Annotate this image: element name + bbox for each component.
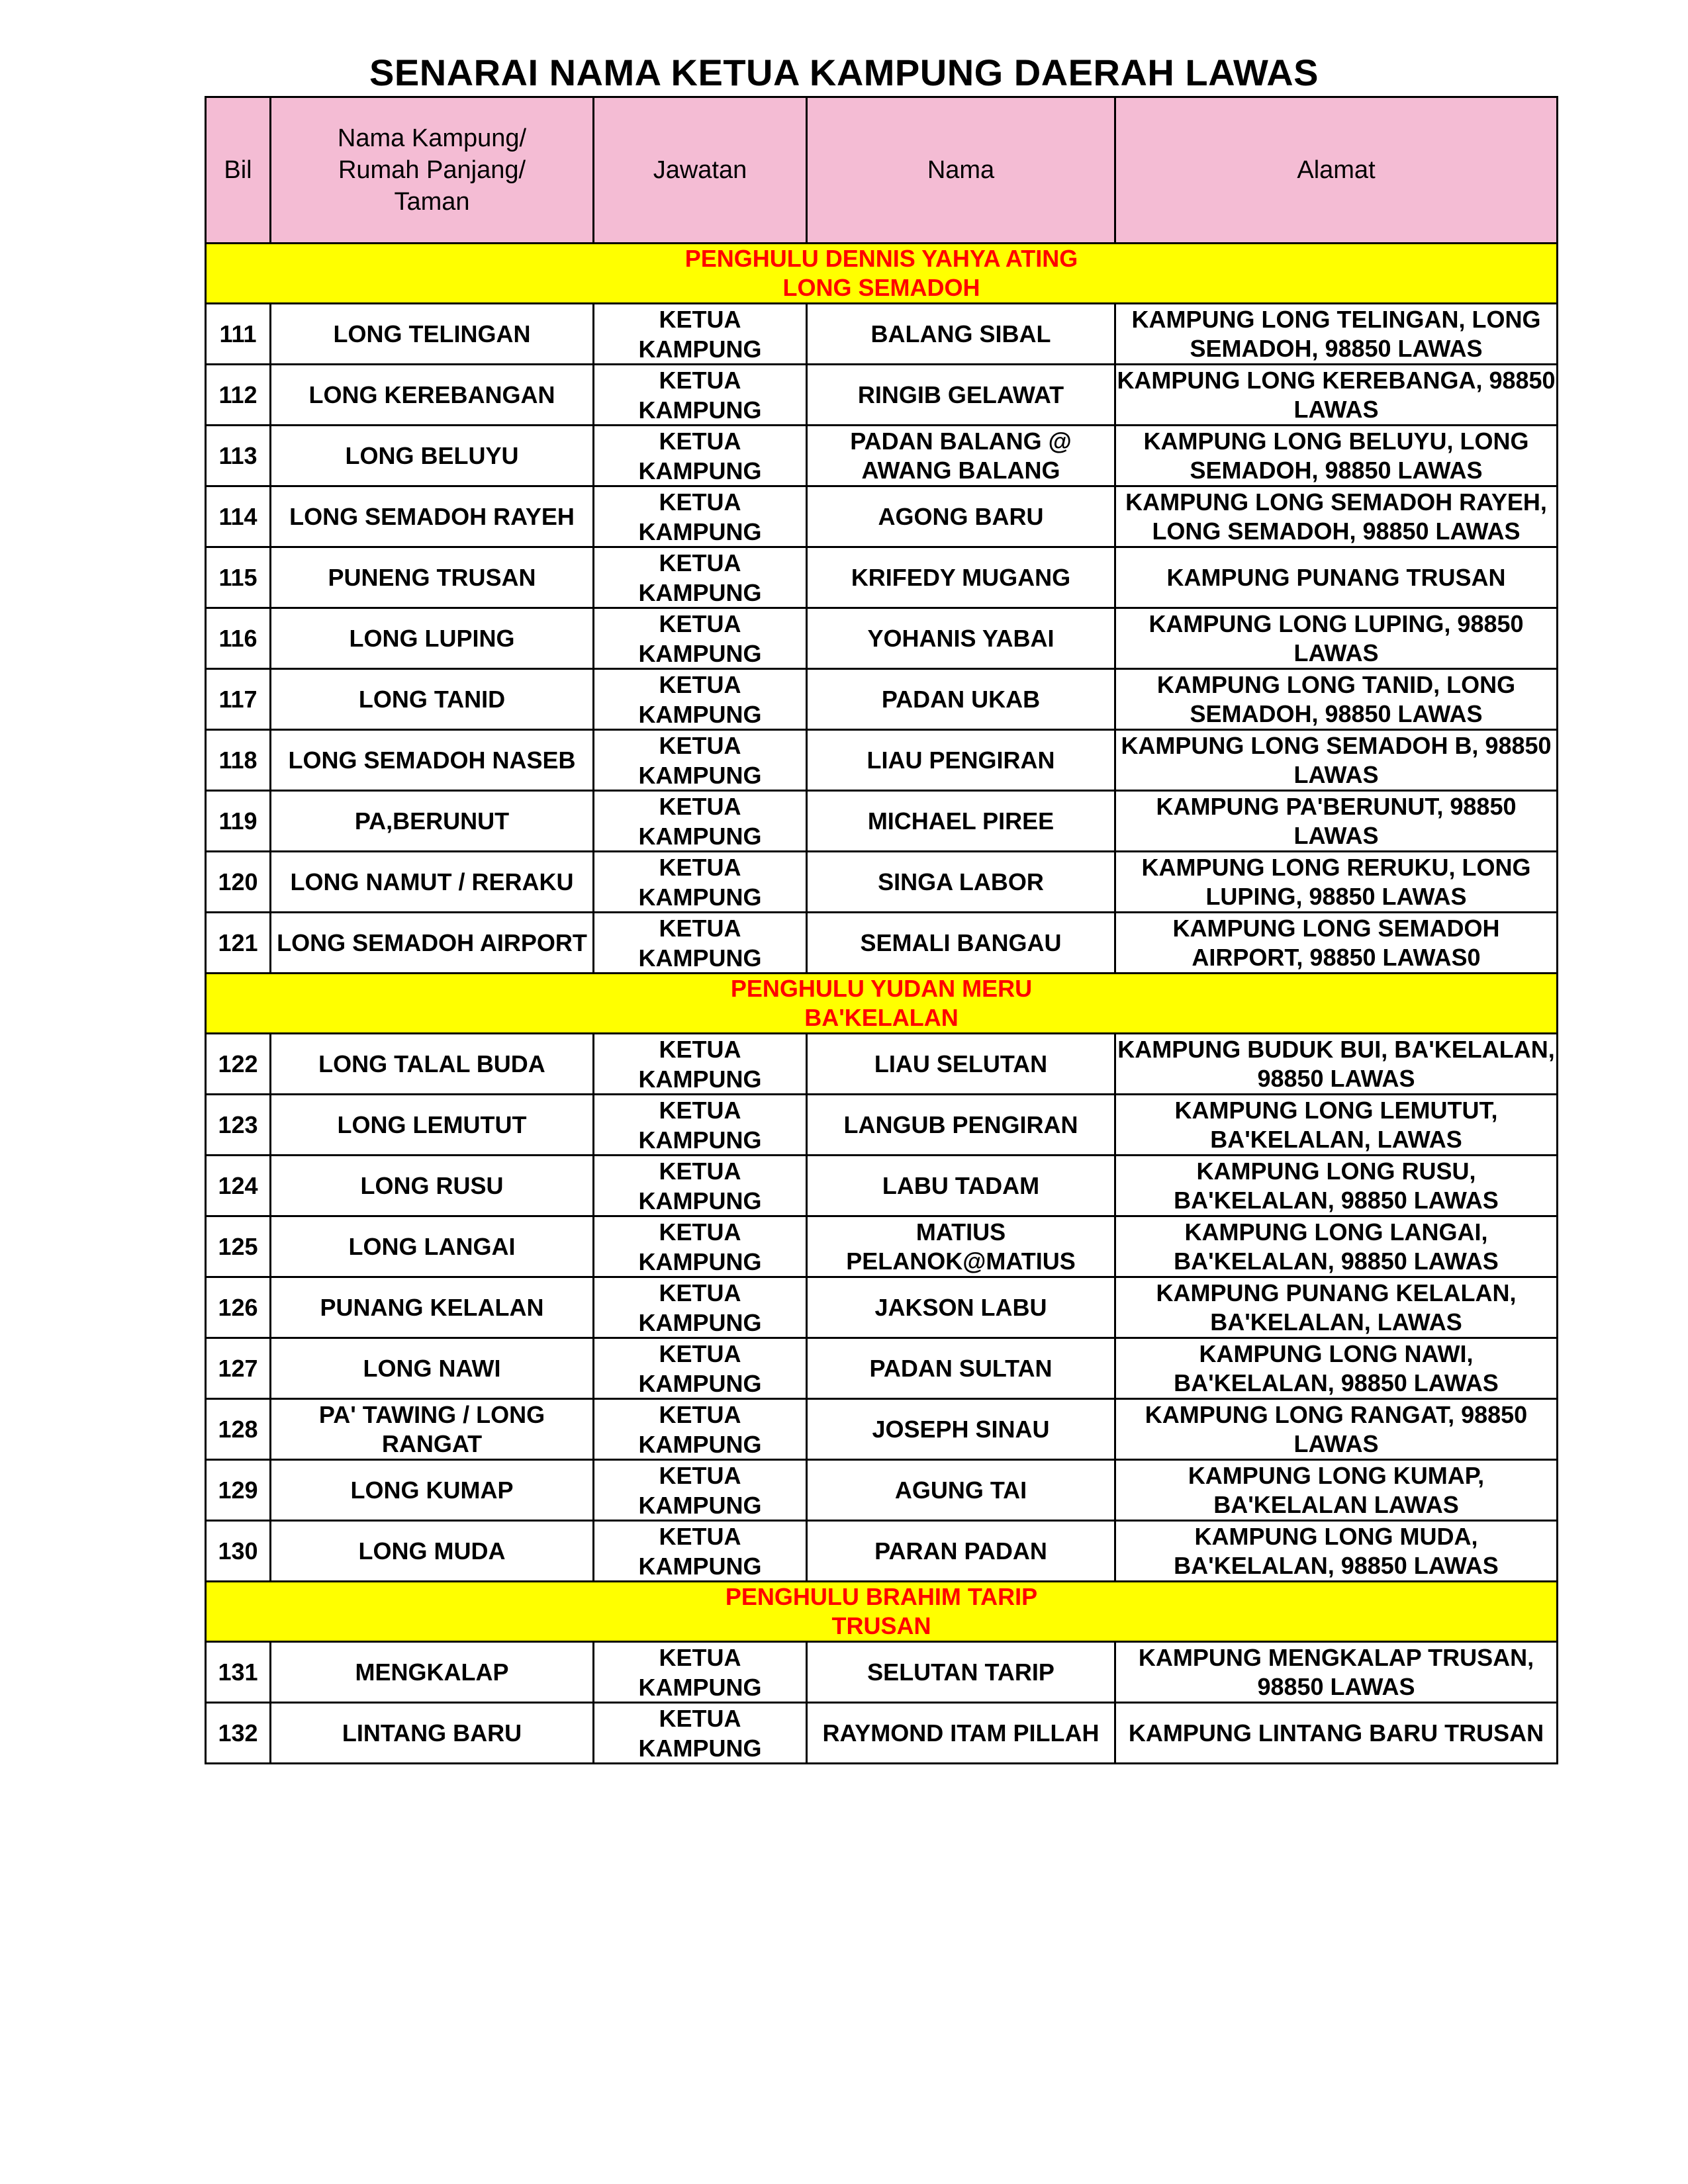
cell-alamat: KAMPUNG LONG SEMADOH AIRPORT, 98850 LAWAS0 xyxy=(1115,913,1558,974)
table-row xyxy=(206,365,1558,426)
cell-jawatan: KETUA KAMPUNG xyxy=(594,1095,807,1156)
table-row xyxy=(206,1156,1558,1216)
table-body xyxy=(206,244,1558,1764)
cell-jawatan: KETUA KAMPUNG xyxy=(594,1399,807,1460)
cell-nama-kampung: LONG RUSU xyxy=(271,1156,594,1216)
cell-nama-kampung: LONG SEMADOH NASEB xyxy=(271,730,594,791)
cell-alamat: KAMPUNG MENGKALAP TRUSAN, 98850 LAWAS xyxy=(1115,1642,1558,1703)
section-header-row xyxy=(206,974,1558,1034)
cell-nama: LIAU PENGIRAN xyxy=(807,730,1115,791)
cell-nama-kampung: LONG LUPING xyxy=(271,608,594,669)
cell-alamat: KAMPUNG LONG KUMAP, BA'KELALAN LAWAS xyxy=(1115,1460,1558,1521)
table-row xyxy=(206,1521,1558,1582)
cell-nama: MATIUS PELANOK@MATIUS xyxy=(807,1216,1115,1277)
cell-alamat: KAMPUNG LONG BELUYU, LONG SEMADOH, 98850 LAWAS xyxy=(1115,426,1558,486)
section-heading xyxy=(206,974,1558,1034)
cell-bil: 112 xyxy=(206,365,271,426)
cell-bil: 113 xyxy=(206,426,271,486)
cell-nama-kampung: PUNENG TRUSAN xyxy=(271,547,594,608)
cell-bil: 129 xyxy=(206,1460,271,1521)
cell-jawatan: KETUA KAMPUNG xyxy=(594,1277,807,1338)
cell-bil: 124 xyxy=(206,1156,271,1216)
cell-nama: SINGA LABOR xyxy=(807,852,1115,913)
cell-jawatan: KETUA KAMPUNG xyxy=(594,426,807,486)
cell-alamat: KAMPUNG LONG TANID, LONG SEMADOH, 98850 LAWAS xyxy=(1115,669,1558,730)
table-row xyxy=(206,547,1558,608)
cell-jawatan: KETUA KAMPUNG xyxy=(594,547,807,608)
table-row xyxy=(206,1338,1558,1399)
table-row xyxy=(206,426,1558,486)
page-title: SENARAI NAMA KETUA KAMPUNG DAERAH LAWAS xyxy=(369,52,1319,93)
table-row xyxy=(206,1277,1558,1338)
cell-alamat: KAMPUNG LONG TELINGAN, LONG SEMADOH, 98850 LAWAS xyxy=(1115,304,1558,365)
cell-jawatan: KETUA KAMPUNG xyxy=(594,365,807,426)
cell-jawatan: KETUA KAMPUNG xyxy=(594,1460,807,1521)
table-row xyxy=(206,1399,1558,1460)
cell-bil: 127 xyxy=(206,1338,271,1399)
cell-jawatan: KETUA KAMPUNG xyxy=(594,1216,807,1277)
cell-nama-kampung: PA,BERUNUT xyxy=(271,791,594,852)
cell-nama-kampung: LONG SEMADOH AIRPORT xyxy=(271,913,594,974)
cell-nama-kampung: LONG NAWI xyxy=(271,1338,594,1399)
cell-alamat: KAMPUNG PUNANG TRUSAN xyxy=(1115,547,1558,608)
cell-jawatan: KETUA KAMPUNG xyxy=(594,1703,807,1764)
section-heading-line2: LONG SEMADOH xyxy=(782,274,980,301)
cell-bil: 121 xyxy=(206,913,271,974)
cell-nama-kampung: LONG SEMADOH RAYEH xyxy=(271,486,594,547)
section-heading-line1: PENGHULU YUDAN MERU xyxy=(730,975,1033,1002)
cell-nama: AGONG BARU xyxy=(807,486,1115,547)
cell-nama: SEMALI BANGAU xyxy=(807,913,1115,974)
section-header-row xyxy=(206,244,1558,304)
cell-alamat: KAMPUNG LONG KEREBANGA, 98850 LAWAS xyxy=(1115,365,1558,426)
cell-bil: 115 xyxy=(206,547,271,608)
cell-alamat: KAMPUNG LINTANG BARU TRUSAN xyxy=(1115,1703,1558,1764)
cell-alamat: KAMPUNG LONG LANGAI, BA'KELALAN, 98850 LAWAS xyxy=(1115,1216,1558,1277)
cell-bil: 119 xyxy=(206,791,271,852)
cell-jawatan: KETUA KAMPUNG xyxy=(594,1034,807,1095)
section-heading xyxy=(206,1582,1558,1642)
header-bil: Bil xyxy=(206,97,271,244)
header-row xyxy=(206,97,1558,244)
cell-nama-kampung: LONG TALAL BUDA xyxy=(271,1034,594,1095)
table-row xyxy=(206,486,1558,547)
cell-bil: 122 xyxy=(206,1034,271,1095)
cell-jawatan: KETUA KAMPUNG xyxy=(594,1642,807,1703)
cell-alamat: KAMPUNG LONG RUSU, BA'KELALAN, 98850 LAWAS xyxy=(1115,1156,1558,1216)
cell-nama-kampung: LONG NAMUT / RERAKU xyxy=(271,852,594,913)
cell-bil: 131 xyxy=(206,1642,271,1703)
cell-bil: 120 xyxy=(206,852,271,913)
header-alamat: Alamat xyxy=(1115,97,1558,244)
cell-nama-kampung: LONG LANGAI xyxy=(271,1216,594,1277)
cell-jawatan: KETUA KAMPUNG xyxy=(594,608,807,669)
cell-alamat: KAMPUNG LONG MUDA, BA'KELALAN, 98850 LAWAS xyxy=(1115,1521,1558,1582)
section-heading-line1: PENGHULU BRAHIM TARIP xyxy=(725,1583,1038,1610)
cell-alamat: KAMPUNG LONG LEMUTUT, BA'KELALAN, LAWAS xyxy=(1115,1095,1558,1156)
cell-nama-kampung: LONG TELINGAN xyxy=(271,304,594,365)
cell-nama: PADAN UKAB xyxy=(807,669,1115,730)
cell-bil: 128 xyxy=(206,1399,271,1460)
header-nama-kampung: Nama Kampung/ Rumah Panjang/ Taman xyxy=(271,97,594,244)
cell-bil: 116 xyxy=(206,608,271,669)
cell-alamat: KAMPUNG LONG SEMADOH B, 98850 LAWAS xyxy=(1115,730,1558,791)
table-row xyxy=(206,913,1558,974)
cell-nama-kampung: LONG KUMAP xyxy=(271,1460,594,1521)
cell-nama: SELUTAN TARIP xyxy=(807,1642,1115,1703)
cell-jawatan: KETUA KAMPUNG xyxy=(594,1521,807,1582)
table-row xyxy=(206,1095,1558,1156)
cell-alamat: KAMPUNG LONG SEMADOH RAYEH, LONG SEMADOH, 98850 LAWAS xyxy=(1115,486,1558,547)
cell-jawatan: KETUA KAMPUNG xyxy=(594,1156,807,1216)
table-row xyxy=(206,852,1558,913)
cell-jawatan: KETUA KAMPUNG xyxy=(594,1338,807,1399)
cell-nama: BALANG SIBAL xyxy=(807,304,1115,365)
cell-nama: JOSEPH SINAU xyxy=(807,1399,1115,1460)
cell-bil: 132 xyxy=(206,1703,271,1764)
table-row xyxy=(206,1703,1558,1764)
cell-bil: 123 xyxy=(206,1095,271,1156)
table-row xyxy=(206,791,1558,852)
cell-jawatan: KETUA KAMPUNG xyxy=(594,486,807,547)
cell-jawatan: KETUA KAMPUNG xyxy=(594,791,807,852)
section-heading xyxy=(206,244,1558,304)
cell-nama: LANGUB PENGIRAN xyxy=(807,1095,1115,1156)
cell-nama-kampung: LONG MUDA xyxy=(271,1521,594,1582)
cell-jawatan: KETUA KAMPUNG xyxy=(594,730,807,791)
cell-nama-kampung: LONG KEREBANGAN xyxy=(271,365,594,426)
section-heading-line2: BA'KELALAN xyxy=(804,1004,959,1031)
cell-alamat: KAMPUNG BUDUK BUI, BA'KELALAN, 98850 LAWAS xyxy=(1115,1034,1558,1095)
table-row xyxy=(206,1216,1558,1277)
ketua-kampung-table xyxy=(205,96,1558,1764)
cell-nama: JAKSON LABU xyxy=(807,1277,1115,1338)
cell-nama-kampung: PA' TAWING / LONG RANGAT xyxy=(271,1399,594,1460)
cell-nama: RINGIB GELAWAT xyxy=(807,365,1115,426)
cell-nama: PADAN SULTAN xyxy=(807,1338,1115,1399)
section-heading-line2: TRUSAN xyxy=(831,1612,931,1639)
cell-nama: KRIFEDY MUGANG xyxy=(807,547,1115,608)
cell-nama-kampung: LONG LEMUTUT xyxy=(271,1095,594,1156)
cell-jawatan: KETUA KAMPUNG xyxy=(594,852,807,913)
cell-alamat: KAMPUNG LONG NAWI, BA'KELALAN, 98850 LAWAS xyxy=(1115,1338,1558,1399)
cell-nama: YOHANIS YABAI xyxy=(807,608,1115,669)
cell-nama: RAYMOND ITAM PILLAH xyxy=(807,1703,1115,1764)
cell-alamat: KAMPUNG PA'BERUNUT, 98850 LAWAS xyxy=(1115,791,1558,852)
header-jawatan: Jawatan xyxy=(594,97,807,244)
cell-bil: 114 xyxy=(206,486,271,547)
table-row xyxy=(206,1642,1558,1703)
cell-nama: PARAN PADAN xyxy=(807,1521,1115,1582)
cell-nama: PADAN BALANG @ AWANG BALANG xyxy=(807,426,1115,486)
cell-jawatan: KETUA KAMPUNG xyxy=(594,913,807,974)
header-nama: Nama xyxy=(807,97,1115,244)
cell-bil: 117 xyxy=(206,669,271,730)
section-heading-line1: PENGHULU DENNIS YAHYA ATING xyxy=(684,245,1078,272)
cell-nama-kampung: MENGKALAP xyxy=(271,1642,594,1703)
cell-alamat: KAMPUNG LONG RANGAT, 98850 LAWAS xyxy=(1115,1399,1558,1460)
cell-nama-kampung: LONG TANID xyxy=(271,669,594,730)
cell-nama-kampung: PUNANG KELALAN xyxy=(271,1277,594,1338)
cell-nama: MICHAEL PIREE xyxy=(807,791,1115,852)
cell-nama-kampung: LINTANG BARU xyxy=(271,1703,594,1764)
table-row xyxy=(206,730,1558,791)
table-row xyxy=(206,669,1558,730)
cell-nama-kampung: LONG BELUYU xyxy=(271,426,594,486)
cell-alamat: KAMPUNG LONG LUPING, 98850 LAWAS xyxy=(1115,608,1558,669)
table-row xyxy=(206,304,1558,365)
table-row xyxy=(206,1460,1558,1521)
table-row xyxy=(206,608,1558,669)
cell-nama: AGUNG TAI xyxy=(807,1460,1115,1521)
cell-nama: LIAU SELUTAN xyxy=(807,1034,1115,1095)
cell-bil: 125 xyxy=(206,1216,271,1277)
cell-bil: 126 xyxy=(206,1277,271,1338)
cell-bil: 118 xyxy=(206,730,271,791)
section-header-row xyxy=(206,1582,1558,1642)
cell-nama: LABU TADAM xyxy=(807,1156,1115,1216)
cell-alamat: KAMPUNG PUNANG KELALAN, BA'KELALAN, LAWAS xyxy=(1115,1277,1558,1338)
cell-jawatan: KETUA KAMPUNG xyxy=(594,669,807,730)
cell-bil: 130 xyxy=(206,1521,271,1582)
cell-bil: 111 xyxy=(206,304,271,365)
cell-jawatan: KETUA KAMPUNG xyxy=(594,304,807,365)
table-row xyxy=(206,1034,1558,1095)
cell-alamat: KAMPUNG LONG RERUKU, LONG LUPING, 98850 LAWAS xyxy=(1115,852,1558,913)
